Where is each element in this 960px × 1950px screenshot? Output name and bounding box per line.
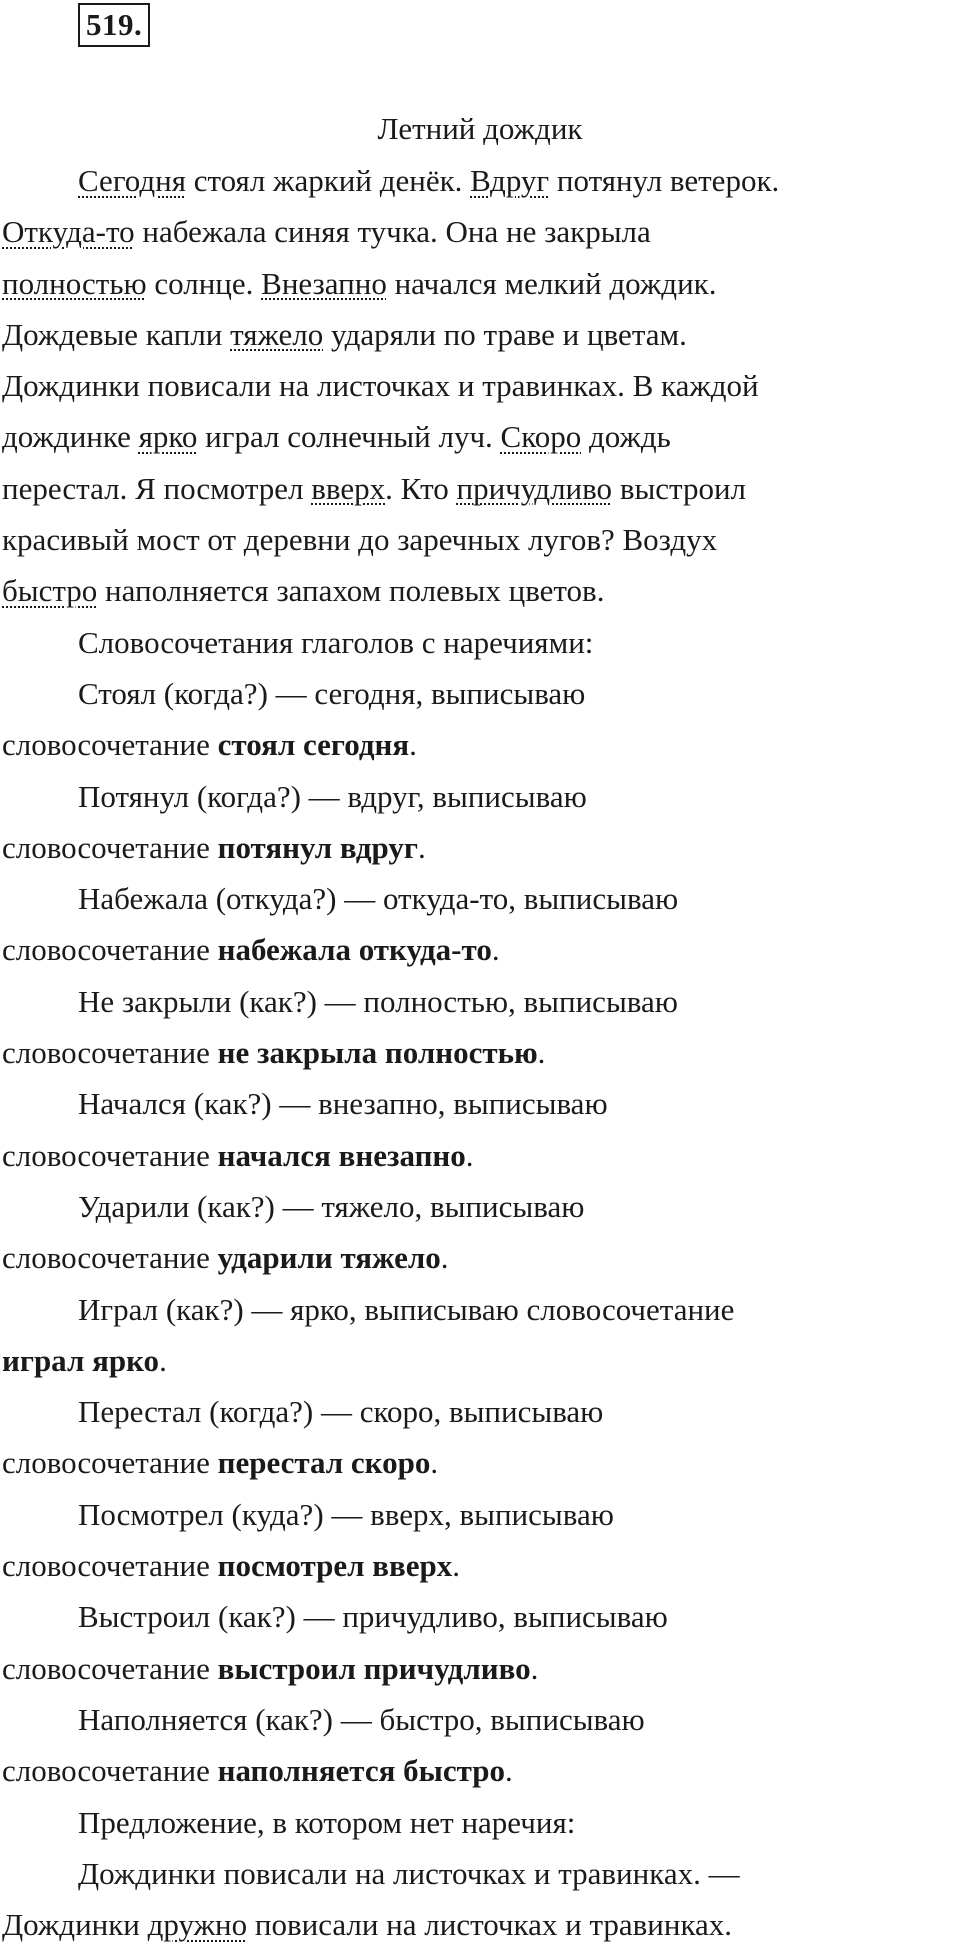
text-run: солнце.	[146, 265, 262, 301]
phrase-line-2	[2, 924, 960, 975]
text-run: дождь	[581, 419, 671, 455]
exercise-number: 519.	[78, 3, 150, 47]
text-run: повисали на листочках и травинках.	[247, 1907, 733, 1943]
text-run: ударяли по траве и цветам.	[323, 316, 687, 352]
phrase-line-1: Начался (как?) — внезапно, выписываю	[78, 1086, 608, 1122]
no-adverb-line-2	[2, 1899, 960, 1950]
phrases-intro: Словосочетания глаголов с наречиями:	[78, 624, 594, 660]
text-run: начался мелкий дождик.	[386, 265, 717, 301]
story-text	[2, 155, 960, 617]
no-adverb-intro: Предложение, в котором нет наречия:	[78, 1804, 576, 1840]
phrase-answer: набежала откуда-то	[217, 932, 492, 968]
underlined-adverb: Внезапно	[261, 265, 387, 301]
text-run: .	[409, 727, 417, 763]
phrase-answer: перестал скоро	[217, 1445, 431, 1481]
phrase-answer: посмотрел вверх	[217, 1548, 453, 1584]
text-run: .	[417, 829, 426, 865]
underlined-adverb: полностью	[2, 265, 147, 301]
text-run: .	[465, 1137, 474, 1173]
text-run: словосочетание	[2, 932, 218, 968]
text-run: словосочетание	[2, 1548, 218, 1584]
underlined-adverb: тяжело	[230, 316, 324, 352]
story-line	[2, 565, 960, 616]
phrase-line-1: Наполняется (как?) — быстро, выписываю	[78, 1701, 645, 1737]
text-run: словосочетание	[2, 1035, 218, 1071]
text-run: Дождевые капли	[2, 316, 231, 352]
text-run: потянул ветерок.	[549, 163, 780, 198]
text-run: набежала синяя тучка. Она не закрыла	[134, 214, 651, 250]
underlined-adverb: Откуда-то	[2, 214, 135, 250]
phrase-answer: потянул вдруг	[217, 829, 418, 865]
text-run: .	[537, 1035, 546, 1071]
story-line	[2, 360, 960, 411]
underlined-adverb: вверх	[311, 470, 386, 506]
phrase-line-1: Не закрыли (как?) — полностью, выписываю	[78, 983, 678, 1019]
underlined-adverb: Вдруг	[470, 163, 550, 198]
text-run: перестал. Я посмотрел	[2, 470, 312, 506]
text-run: Дождинки	[2, 1907, 148, 1943]
text-run: наполняется запахом полевых цветов.	[97, 573, 605, 609]
story-line	[2, 309, 960, 360]
text-run: .	[491, 932, 500, 968]
text-run: дождинке	[2, 419, 139, 455]
phrase-answer: стоял сегодня	[217, 727, 410, 763]
phrases-block	[2, 617, 960, 1950]
story-line	[2, 463, 960, 514]
phrase-line-1: Стоял (когда?) — сегодня, выписываю	[78, 675, 586, 711]
text-run: .	[159, 1342, 167, 1378]
phrase-line-1: Потянул (когда?) — вдруг, выписываю	[78, 778, 587, 814]
text-run: .	[440, 1240, 449, 1276]
story-title: Летний дождик	[377, 111, 583, 146]
text-run: стоял жаркий денёк.	[186, 163, 471, 198]
phrase-line-1: Посмотрел (куда?) — вверх, выписываю	[78, 1496, 614, 1532]
phrase-line-2	[2, 1540, 960, 1591]
phrase-line-2	[2, 719, 960, 770]
phrase-answer: начался внезапно	[217, 1137, 466, 1173]
phrase-line-2	[2, 1027, 960, 1078]
phrase-line-2	[2, 1437, 960, 1488]
text-run: словосочетание	[2, 1137, 218, 1173]
text-run: .	[430, 1445, 439, 1481]
phrase-line-1: Играл (как?) — ярко, выписываю словосочетание	[78, 1291, 735, 1327]
phrase-answer: играл ярко	[2, 1342, 160, 1378]
phrase-line-2	[2, 1745, 960, 1796]
text-run: выстроил	[612, 470, 747, 506]
underlined-adverb: быстро	[2, 573, 98, 609]
underlined-adverb: дружно	[147, 1907, 248, 1943]
text-run: . Кто	[385, 470, 457, 506]
text-run: .	[452, 1548, 461, 1584]
underlined-adverb: Скоро	[500, 419, 582, 455]
underlined-adverb: причудливо	[456, 470, 613, 506]
text-run: словосочетание	[2, 1753, 218, 1789]
phrase-line-1: Ударили (как?) — тяжело, выписываю	[78, 1188, 585, 1224]
underlined-adverb: ярко	[138, 419, 198, 455]
story-line	[2, 411, 960, 462]
text-run: словосочетание	[2, 829, 218, 865]
phrase-answer: не закрыла полностью	[217, 1035, 538, 1071]
phrase-answer: наполняется быстро	[217, 1753, 505, 1789]
text-run: Дождинки повисали на листочках и травинках. В каждой	[2, 368, 759, 404]
phrase-line-2	[2, 1643, 960, 1694]
phrase-answer: ударили тяжело	[217, 1240, 441, 1276]
phrase-line-1: Перестал (когда?) — скоро, выписываю	[78, 1394, 604, 1430]
phrase-answer: выстроил причудливо	[217, 1650, 531, 1686]
text-run: .	[505, 1753, 513, 1789]
story-line	[2, 206, 960, 257]
story-line	[2, 514, 960, 565]
text-run: словосочетание	[2, 1240, 218, 1276]
text-run: словосочетание	[2, 1445, 218, 1481]
story-line	[2, 258, 960, 309]
phrase-line-2	[2, 822, 960, 873]
text-run: словосочетание	[2, 727, 218, 763]
no-adverb-line-1: Дождинки повисали на листочках и травинках. —	[78, 1855, 740, 1891]
phrase-line-1: Выстроил (как?) — причудливо, выписываю	[78, 1599, 668, 1635]
phrase-line-2	[2, 1335, 960, 1386]
text-run: красивый мост от деревни до заречных лугов? Воздух	[2, 522, 718, 558]
phrase-line-2	[2, 1130, 960, 1181]
text-run: .	[530, 1650, 539, 1686]
phrase-line-2	[2, 1232, 960, 1283]
underlined-adverb: Сегодня	[78, 163, 186, 198]
story-line	[2, 155, 960, 206]
phrase-line-1: Набежала (откуда?) — откуда-то, выписываю	[78, 881, 679, 917]
text-run: словосочетание	[2, 1650, 218, 1686]
text-run: играл солнечный луч.	[197, 419, 501, 455]
